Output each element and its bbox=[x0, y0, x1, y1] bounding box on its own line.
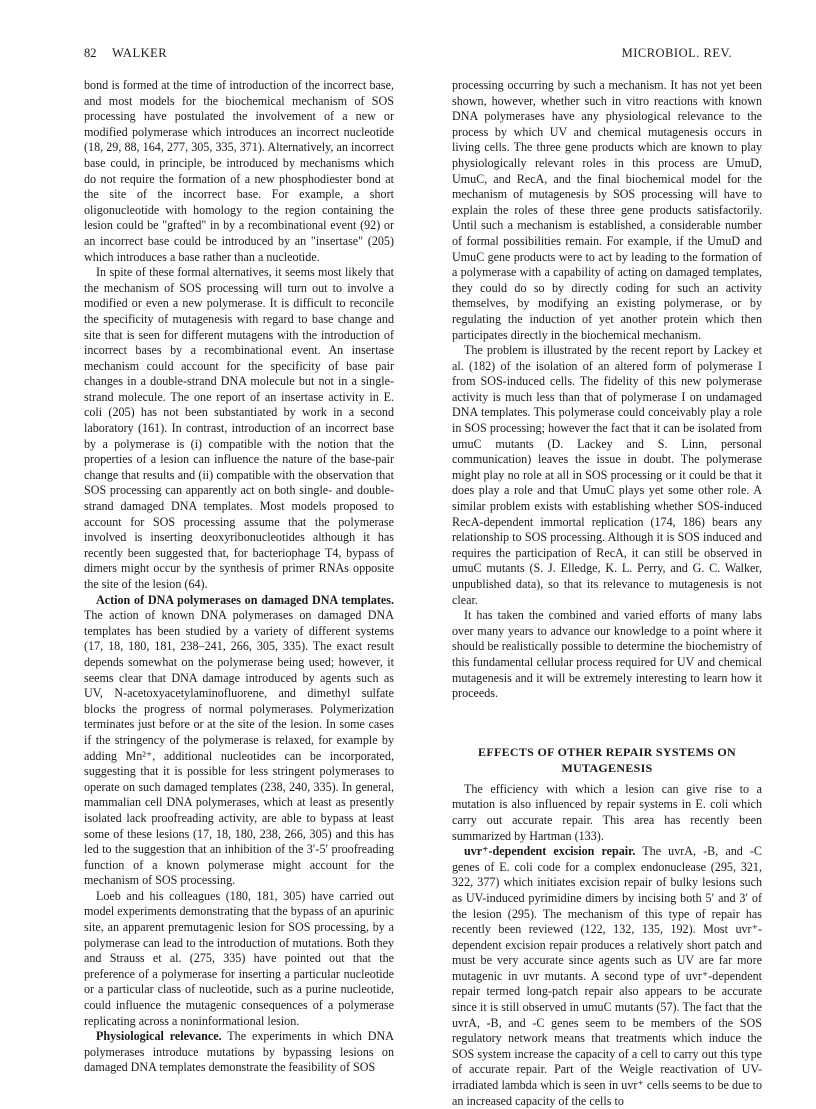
paragraph-body: The action of known DNA polymerases on damaged DNA templates has been studied by a variety of different systems (17, 18, 180, 181, 238–241, 266, 305, 335). The exact result depends somewhat on the polymerase being used; however, it seems clear that DNA damage introduced by agents such as UV, N-acetoxyacetylaminofluorene, and dimethyl sulfate blocks the progress of normal polymerases. Polymerization terminates just before or at the site of the lesion. In some cases if the stringency of the polymerase is relaxed, for example by adding Mn²⁺, additional nucleotides can be incorporated, suggesting that it is possible for less stringent polymerases to operate on such damaged templates (238, 240, 335). In general, mammalian cell DNA polymerases, which at least as presently isolated lack proofreading activity, are able to bypass at least some of these lesions (17, 18, 180, 238, 266, 305) and this has led to the suggestion that an inhibition of the 3′-5′ proofreading function of a known polymerase might account for the mechanism of SOS processing. bbox=[84, 608, 394, 888]
paragraph: It has taken the combined and varied efforts of many labs over many years to advance our knowledge to a point where it should be realistically possible to determine the biochemistry of this fundamental cellular process required for UV and chemical mutagenesis and it will be extremely interesting to learn how it proceeds. bbox=[452, 608, 762, 701]
section-heading bbox=[452, 744, 762, 776]
paragraph: processing occurring by such a mechanism. It has not yet been shown, however, whether such in vitro reactions with known DNA polymerases have any physiological relevance to the process by which UV and chemical mutagenesis occurs in living cells. The three gene products which are known to play physiologically relevant roles in this process are UmuD, UmuC, and RecA, and the final biochemical model for the mechanism of mutagenesis by SOS processing will have to explain the roles of these three gene products satisfactorily. Until such a mechanism is established, a considerable number of formal possibilities remain. For example, if the UmuD and UmuC gene products were to act by leading to the formation of a polymerase with a capability of acting on damaged templates, they could do so by directly coding for such an activity themselves, by modifying an existing polymerase, or by regulating the induction of yet another protein which then participates directly in the biochemical mechanism. bbox=[452, 78, 762, 342]
paragraph-body: The uvrA, -B, and -C genes of E. coli code for a complex endonuclease (295, 321, 322, 377) which initiates excision repair of bulky lesions such as UV-induced pyrimidine dimers by incising both 5′ and 3′ of the lesion (295). The mechanism of this type of repair has recently been reviewed (122, 132, 135, 192). Most uvr⁺-dependent excision repair produces a relatively short patch and must be very accurate since agents such as UV are far more mutagenic in uvr mutants. A second type of uvr⁺-dependent repair termed long-patch repair also appears to be accurate since it is still observed in umuC mutants (57). The fact that the uvrA, -B, and -C genes seem to be members of the SOS regulatory network means that treatments which induce the SOS system increase the capacity of a cell to carry out this type of accurate repair. Part of the Weigle reactivation of UV-irradiated lambda which is seen in uvr⁺ cells seems to be due to an increased capacity of the cells to bbox=[452, 844, 762, 1108]
section-heading-line: EFFECTS OF OTHER REPAIR SYSTEMS ON bbox=[478, 744, 736, 759]
paragraph: In spite of these formal alternatives, it seems most likely that the mechanism of SOS processing will turn out to involve a modified or even a new polymerase. It is difficult to reconcile the specificity of mutagenesis with regard to base change and site that is seen for different mutagens with the introduction of incorrect bases by a recombinational event. An insertase mechanism could account for the specificity of base pair changes in a double-strand DNA molecule but not in a single-strand molecule. The one report of an insertase activity in E. coli (205) has not been substantiated by work in a second laboratory (161). In contrast, introduction of an incorrect base by a polymerase is (i) compatible with the notion that the properties of a lesion can influence the nature of the base-pair change that results and (ii) compatible with the observation that SOS processing can apparently act on both single- and double-strand damaged DNA templates. Most models proposed to account for SOS processing assume that the polymerase involved is inserting deoxyribonucleotides although it has recently been suggested that, for bacteriophage T4, bypass of dimers might occur by the synthesis of primer RNAs opposite the site of the lesion (64). bbox=[84, 265, 394, 591]
right-column bbox=[452, 78, 762, 1109]
run-in-heading: Physiological relevance. bbox=[96, 1029, 222, 1044]
run-in-heading: uvr⁺-dependent excision repair. bbox=[464, 844, 636, 859]
page-number: 82 bbox=[84, 46, 97, 60]
paragraph bbox=[452, 844, 762, 1109]
paragraph: Loeb and his colleagues (180, 181, 305) have carried out model experiments demonstrating that the bypass of an apurinic site, an apparent premutagenic lesion for SOS processing, by a polymerase can lead to the introduction of mutations. Both they and Strauss et al. (275, 335) have pointed out that the preference of a polymerase for inserting a particular nucleotide or a particular class of nucleotide, such as a purine nucleotide, could influence the mutagenic consequences of a polymerase replicating across a noninformational lesion. bbox=[84, 888, 394, 1028]
left-column bbox=[84, 78, 394, 1076]
run-in-heading: Action of DNA polymerases on damaged DNA templates. bbox=[96, 592, 394, 607]
paragraph: The efficiency with which a lesion can give rise to a mutation is also influenced by repair systems in E. coli which carry out accurate repair. This area has recently been summarized by Hartman (133). bbox=[452, 781, 762, 843]
paragraph: bond is formed at the time of introduction of the incorrect base, and most models for the biochemical mechanism of SOS processing have postulated the involvement of a new or modified polymerase which introduces an incorrect nucleotide (18, 29, 88, 164, 277, 305, 335, 371). Alternatively, an incorrect base could, in principle, be introduced by mechanisms which do not require the formation of a new phosphodiester bond at the site of the incorrect base. For example, a short oligonucleotide with homology to the region containing the lesion could be "grafted" in by a recombinational event (92) or an incorrect base could be introduced by an "insertase" (205) which introduces a base rather than a nucleotide. bbox=[84, 78, 394, 264]
paragraph-body: The experiments in which DNA polymerases introduce mutations by bypassing lesions on damaged DNA templates demonstrate the feasibility of SOS bbox=[84, 1029, 395, 1075]
paragraph bbox=[84, 593, 394, 889]
running-header bbox=[84, 46, 732, 68]
running-author: WALKER bbox=[112, 46, 168, 60]
section-heading-line: MUTAGENESIS bbox=[561, 760, 653, 775]
journal-name: MICROBIOL. REV. bbox=[621, 46, 732, 60]
paragraph: The problem is illustrated by the recent report by Lackey et al. (182) of the isolation of an altered form of polymerase I from SOS-induced cells. The fidelity of this new polymerase activity is much less than that of polymerase I on undamaged DNA templates. This polymerase could conceivably play a role in SOS processing; however the fact that it can be isolated from umuC mutants (D. Lackey and S. Linn, personal communication) leaves the issue in doubt. The polymerase might play no role at all in SOS processing or it could be that it does play a role and that UmuC plays yet some other role. A similar problem exists with establishing whether SOS-induced RecA-dependent immortal replication (174, 186) bears any relationship to SOS processing. Although it is SOS induced and requires the participation of RecA, it can still be observed in umuC mutants (S. J. Elledge, K. L. Perry, and G. C. Walker, unpublished data), so that its relevance to mutagenesis is not clear. bbox=[452, 343, 762, 607]
paragraph bbox=[84, 1029, 394, 1076]
